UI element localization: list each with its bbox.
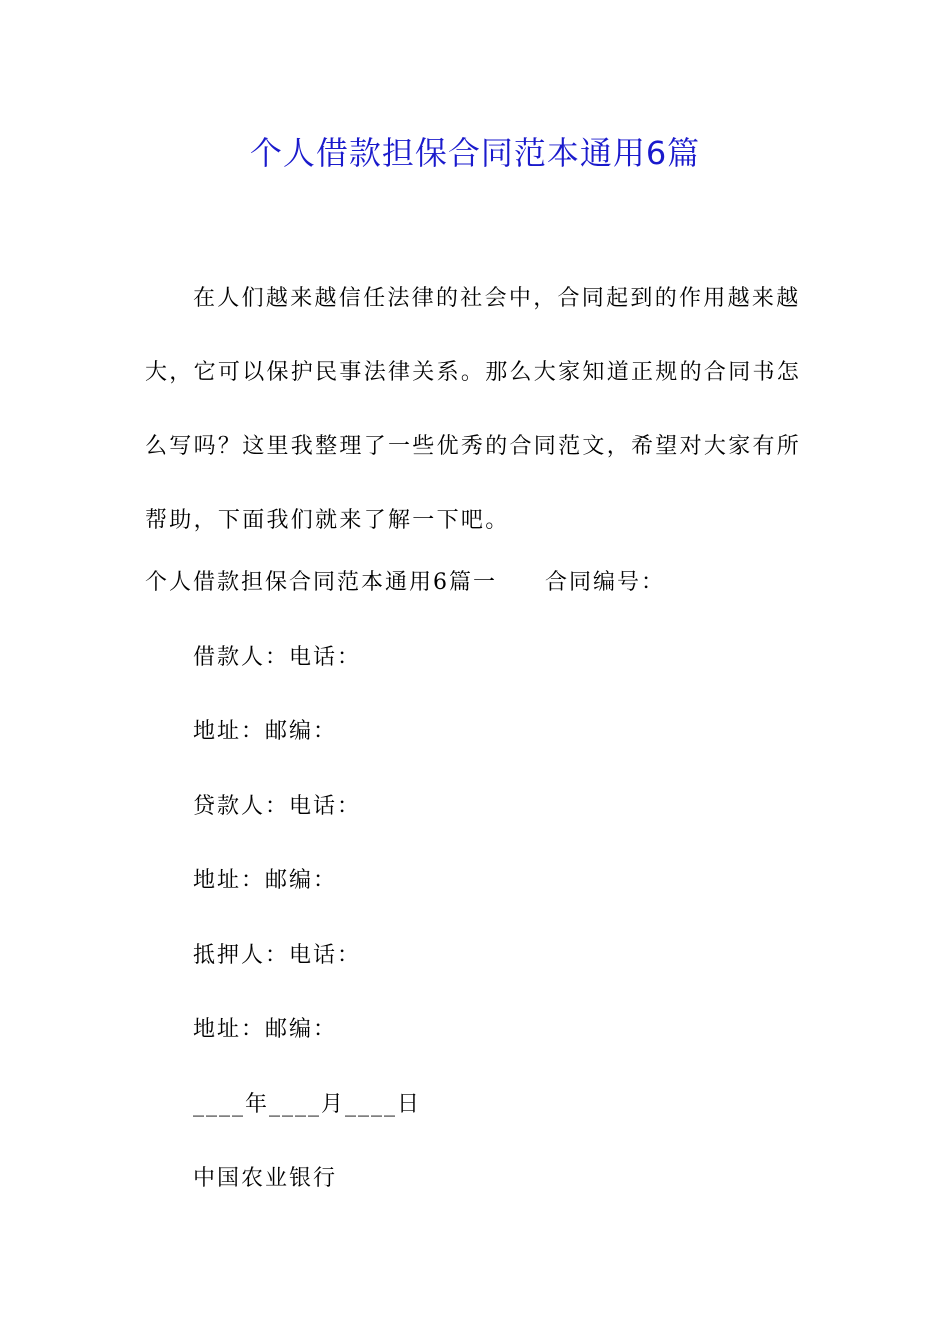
document-title: 个人借款担保合同范本通用6篇 xyxy=(249,134,701,172)
mortgagor-address-line: 地址：邮编： xyxy=(193,1017,338,1042)
bank-name: 中国农业银行 xyxy=(193,1166,338,1191)
contract-number-label: 合同编号： xyxy=(545,570,666,595)
date-line: ____年____月____日 xyxy=(193,1092,422,1117)
intro-paragraph: 在人们越来越信任法律的社会中，合同起到的作用越来越大，它可以保护民事法律关系。那么大家知道正规的合同书怎么写吗？这里我整理了一些优秀的合同范文，希望对大家有所帮助，下面我们就来了解一下吧。 xyxy=(145,286,802,533)
mortgagor-line: 抵押人：电话： xyxy=(193,943,362,968)
section-heading-row xyxy=(145,561,665,605)
lender-line: 贷款人：电话： xyxy=(193,794,362,819)
lender-address-line: 地址：邮编： xyxy=(193,868,338,893)
section-heading: 个人借款担保合同范本通用6篇一 xyxy=(145,570,497,595)
borrower-address-line: 地址：邮编： xyxy=(193,719,338,744)
borrower-line: 借款人：电话： xyxy=(193,645,362,670)
